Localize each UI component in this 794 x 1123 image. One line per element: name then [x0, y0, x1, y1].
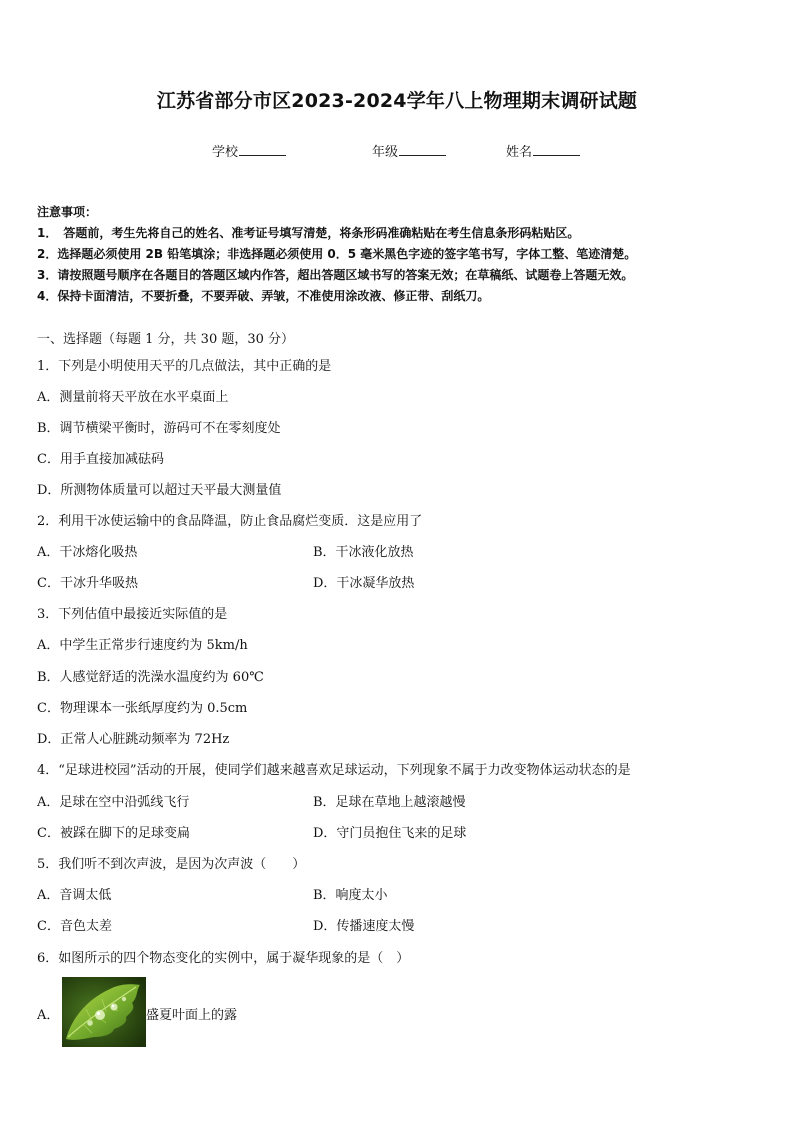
q5-option-a: A．音调太低 — [37, 888, 112, 903]
note-item-4: 4．保持卡面清洁，不要折叠，不要弄破、弄皱，不准使用涂改液、修正带、刮纸刀。 — [37, 289, 490, 303]
q5-option-d: D．传播速度太慢 — [313, 919, 415, 934]
page-title: 江苏省部分市区2023-2024学年八上物理期末调研试题 — [156, 90, 638, 112]
q5-stem: 5．我们听不到次声波，是因为次声波（ ） — [37, 857, 306, 872]
q6-option-a-caption: 盛夏叶面上的露 — [146, 1008, 238, 1023]
q4-option-a: A．足球在空中沿弧线飞行 — [37, 795, 190, 810]
note-item-3: 3．请按照题号顺序在各题目的答题区域内作答，超出答题区域书写的答案无效；在草稿纸、试题卷上答题无效。 — [37, 268, 634, 282]
q2-option-c: C．干冰升华吸热 — [37, 576, 138, 591]
school-label: 学校 — [212, 145, 239, 160]
q6-option-a-label: A． — [37, 1008, 60, 1023]
dew-leaf-image — [62, 977, 146, 1047]
q2-option-a: A．干冰熔化吸热 — [37, 545, 138, 560]
q2-stem: 2．利用干冰使运输中的食品降温，防止食品腐烂变质．这是应用了 — [37, 514, 423, 529]
leaf-photo — [62, 977, 146, 1047]
q1-option-a: A．测量前将天平放在水平桌面上 — [37, 390, 229, 405]
name-blank[interactable] — [533, 143, 580, 156]
q1-option-b: B．调节横梁平衡时，游码可不在零刻度处 — [37, 421, 281, 436]
q4-stem: 4．“足球进校园”活动的开展，使同学们越来越喜欢足球运动，下列现象不属于力改变物体运动状态的是 — [37, 763, 631, 778]
school-blank[interactable] — [239, 143, 286, 156]
q3-option-a: A．中学生正常步行速度约为 5km/h — [37, 638, 248, 653]
q6-stem: 6．如图所示的四个物态变化的实例中，属于凝华现象的是（ ） — [37, 951, 410, 966]
q3-option-d: D．正常人心脏跳动频率为 72Hz — [37, 732, 230, 747]
grade-field[interactable] — [372, 141, 446, 160]
name-label: 姓名 — [506, 145, 533, 160]
name-field[interactable] — [506, 141, 580, 160]
section-heading: 一、选择题（每题 1 分，共 30 题，30 分） — [37, 332, 295, 347]
q5-option-c: C．音色太差 — [37, 919, 112, 934]
grade-label: 年级 — [372, 145, 399, 160]
note-item-2: 2．选择题必须使用 2B 铅笔填涂；非选择题必须使用 0．5 毫米黑色字迹的签字笔书写，字体工整、笔迹清楚。 — [37, 247, 637, 261]
q3-option-b: B．人感觉舒适的洗澡水温度约为 60℃ — [37, 670, 264, 685]
q4-option-b: B．足球在草地上越滚越慢 — [313, 795, 466, 810]
note-item-1: 1． 答题前，考生先将自己的姓名、准考证号填写清楚，将条形码准确粘贴在考生信息条形码粘贴区。 — [37, 226, 580, 240]
q2-option-b: B．干冰液化放热 — [313, 545, 414, 560]
q5-option-b: B．响度太小 — [313, 888, 388, 903]
q1-option-c: C．用手直接加减砝码 — [37, 452, 164, 467]
q3-stem: 3．下列估值中最接近实际值的是 — [37, 607, 228, 622]
q2-option-d: D．干冰凝华放热 — [313, 576, 415, 591]
school-field[interactable] — [212, 141, 286, 160]
q3-option-c: C．物理课本一张纸厚度约为 0.5cm — [37, 701, 248, 716]
q1-option-d: D．所测物体质量可以超过天平最大测量值 — [37, 483, 282, 498]
grade-blank[interactable] — [399, 143, 446, 156]
notes-heading: 注意事项： — [37, 205, 98, 219]
q1-stem: 1．下列是小明使用天平的几点做法，其中正确的是 — [37, 359, 332, 374]
q4-option-d: D．守门员抱住飞来的足球 — [313, 826, 467, 841]
q4-option-c: C．被踩在脚下的足球变扁 — [37, 826, 190, 841]
